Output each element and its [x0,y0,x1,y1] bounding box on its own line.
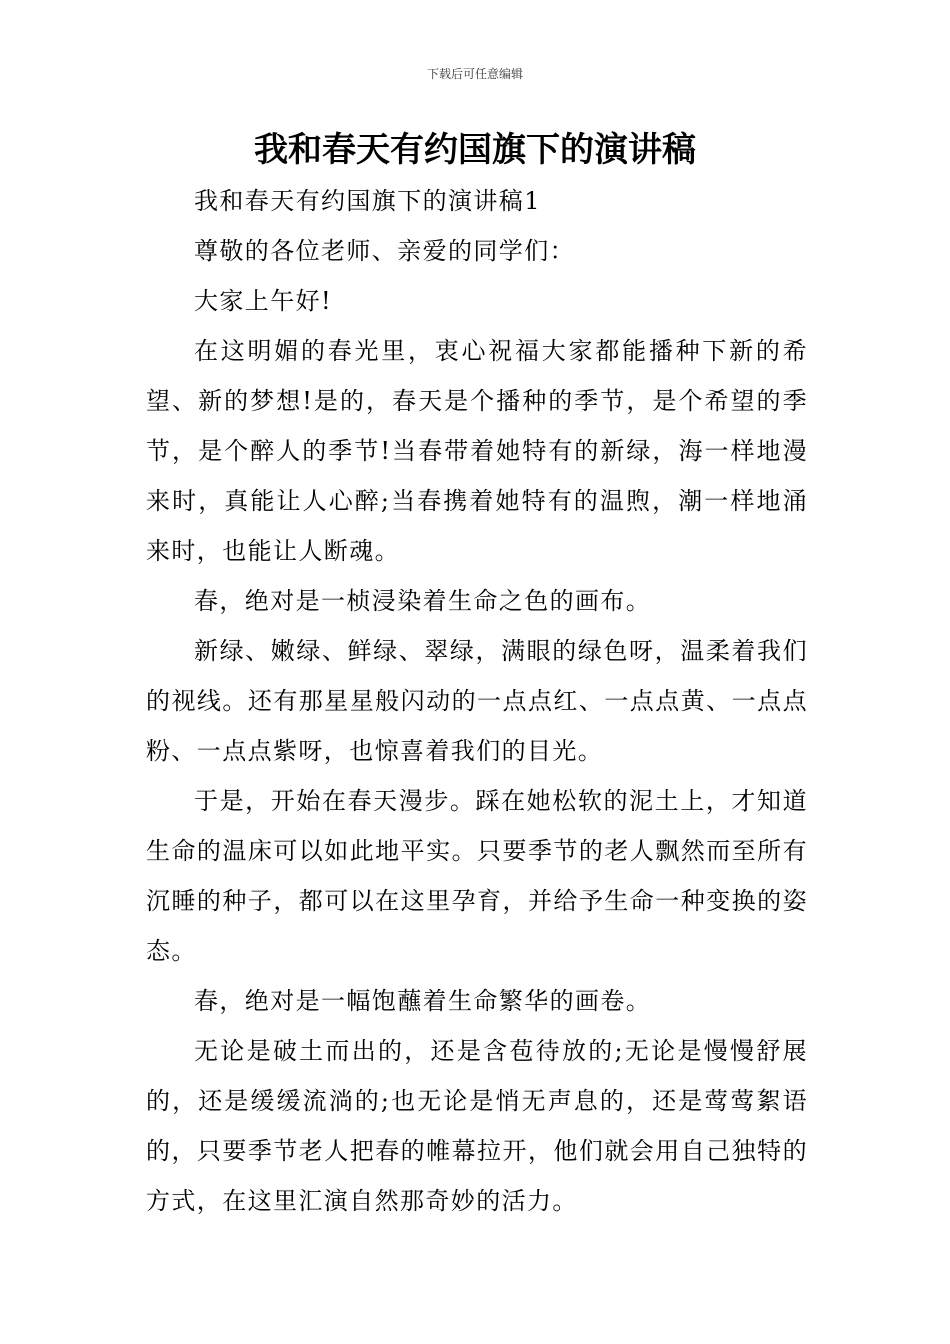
paragraph: 在这明媚的春光里，衷心祝福大家都能播种下新的希望、新的梦想!是的，春天是个播种的季节，是个希望的季节，是个醉人的季节!当春带着她特有的新绿，海一样地漫来时，真能让人心醉;当春携着她特有的温煦，潮一样地涌来时，也能让人断魂。 [146,337,808,565]
header-note: 下载后可任意编辑 [426,67,523,81]
paragraph: 春，绝对是一幅饱蘸着生命繁华的画卷。 [194,987,652,1015]
document-title: 我和春天有约国旗下的演讲稿 [254,130,696,170]
paragraph-greeting: 大家上午好! [194,287,333,315]
paragraph: 春，绝对是一桢浸染着生命之色的画布。 [194,587,652,615]
paragraph-salutation: 尊敬的各位老师、亲爱的同学们： [194,237,575,265]
paragraph: 于是，开始在春天漫步。踩在她松软的泥土上，才知道生命的温床可以如此地平实。只要季节的老人飘然而至所有沉睡的种子，都可以在这里孕育，并给予生命一种变换的姿态。 [146,787,808,965]
paragraph: 无论是破土而出的，还是含苞待放的;无论是慢慢舒展的，还是缓缓流淌的;也无论是悄无声息的，还是莺莺絮语的，只要季节老人把春的帷幕拉开，他们就会用自己独特的方式，在这里汇演自然那奇妙的活力。 [146,1037,808,1215]
paragraph: 新绿、嫩绿、鲜绿、翠绿，满眼的绿色呀，温柔着我们的视线。还有那星星般闪动的一点点红、一点点黄、一点点粉、一点点紫呀，也惊喜着我们的目光。 [146,637,808,765]
paragraph-subtitle: 我和春天有约国旗下的演讲稿1 [194,187,541,215]
document-body [146,176,808,1226]
